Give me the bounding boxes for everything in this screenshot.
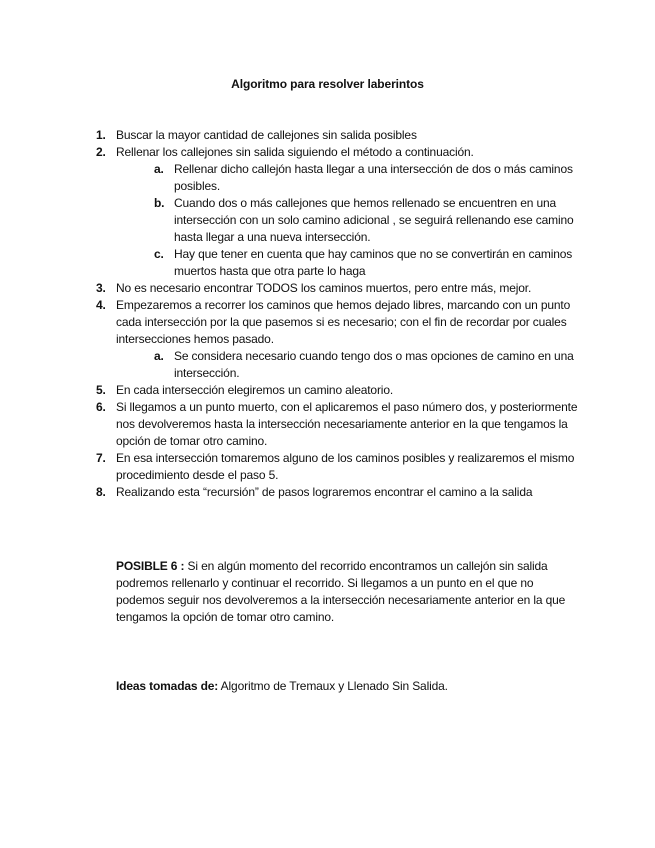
substeps-list <box>116 161 581 280</box>
step-text: Si llegamos a un punto muerto, con el aplicaremos el paso número dos, y posteriormente nos devolveremos hasta la intersección necesariamente anterior en la que tengamos la opción de tomar otro camino. <box>116 400 578 448</box>
list-item <box>96 144 581 280</box>
list-item <box>96 484 581 501</box>
list-item <box>96 280 581 297</box>
step-text: En cada intersección elegiremos un camino aleatorio. <box>116 383 394 397</box>
step-number: 4. <box>96 298 106 312</box>
step-number: 6. <box>96 400 106 414</box>
substep-text: Se considera necesario cuando tengo dos o mas opciones de camino en una intersección. <box>174 349 574 380</box>
ideas-label: Ideas tomadas de: <box>116 679 219 693</box>
list-item <box>96 399 581 450</box>
step-text: Rellenar los callejones sin salida siguiendo el método a continuación. <box>116 145 474 159</box>
substep-letter: a. <box>154 349 164 363</box>
step-number: 3. <box>96 281 106 295</box>
step-number: 7. <box>96 451 106 465</box>
step-number: 5. <box>96 383 106 397</box>
sub-list-item <box>154 161 581 195</box>
list-item <box>96 297 581 382</box>
step-text: Buscar la mayor cantidad de callejones sin salida posibles <box>116 128 417 142</box>
sub-list-item <box>154 348 581 382</box>
step-text: No es necesario encontrar TODOS los caminos muertos, pero entre más, mejor. <box>116 281 532 295</box>
step-text: En esa intersección tomaremos alguno de los caminos posibles y realizaremos el mismo procedimiento desde el paso 5. <box>116 451 575 482</box>
list-item <box>96 450 581 484</box>
substep-text: Rellenar dicho callejón hasta llegar a una intersección de dos o más caminos posibles. <box>174 162 573 193</box>
substep-letter: a. <box>154 162 164 176</box>
substep-letter: b. <box>154 196 165 210</box>
step-number: 8. <box>96 485 106 499</box>
substeps-list <box>116 348 581 382</box>
step-number: 1. <box>96 128 106 142</box>
ideas-paragraph <box>116 678 582 695</box>
step-number: 2. <box>96 145 106 159</box>
list-item <box>96 382 581 399</box>
substep-text: Hay que tener en cuenta que hay caminos que no se convertirán en caminos muertos hasta que otra parte lo haga <box>174 247 573 278</box>
document-title: Algoritmo para resolver laberintos <box>231 77 424 91</box>
posible-paragraph <box>116 558 582 626</box>
list-item <box>96 127 581 144</box>
posible-label: POSIBLE 6 : <box>116 559 185 573</box>
posible-text: Si en algún momento del recorrido encontramos un callejón sin salida podremos rellenarlo y continuar el recorrido. Si llegamos a un punto en el que no podemos seguir nos devolveremos a la intersección necesariamente anterior en la que tengamos la opción de tomar otro camino. <box>116 559 566 624</box>
substep-text: Cuando dos o más callejones que hemos rellenado se encuentren en una intersección con un solo camino adicional , se seguirá rellenando ese camino hasta llegar a una nueva intersección. <box>174 196 574 244</box>
step-text: Empezaremos a recorrer los caminos que hemos dejado libres, marcando con un punto cada intersección por la que pasemos si es necesario; con el fin de recordar por cuales intersecciones hemos pasado. <box>116 298 571 346</box>
ideas-text: Algoritmo de Tremaux y Llenado Sin Salida. <box>218 679 448 693</box>
steps-list <box>96 127 581 501</box>
sub-list-item <box>154 246 581 280</box>
sub-list-item <box>154 195 581 246</box>
substep-letter: c. <box>154 247 164 261</box>
step-text: Realizando esta “recursión” de pasos lograremos encontrar el camino a la salida <box>116 485 533 499</box>
